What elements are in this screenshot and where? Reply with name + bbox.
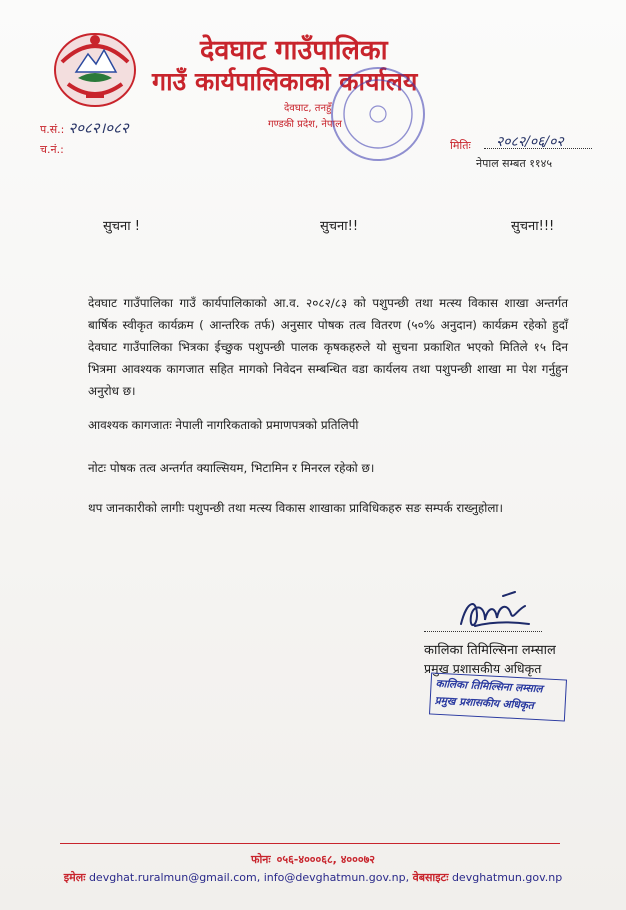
contact-info-line: थप जानकारीको लागीः पशुपन्छी तथा मत्स्य विकास शाखाका प्राविधिकहरु सङ सम्पर्क राख्नुहोला। [88,501,503,515]
ch-label: च.नं.: [40,143,64,156]
nepal-era-date: नेपाल सम्बत ११४५ [476,157,553,170]
office-title: देवघाट गाउँपालिका [200,35,388,66]
date-underline [484,148,592,149]
notice-heading-3: सुचना!!! [511,219,555,234]
stamp-name: कालिका तिमिल्सिना लम्साल [435,677,543,696]
signature-line [424,631,542,632]
reference-ch [40,142,64,157]
phone-label: फोनः [250,853,271,866]
ps-label: प.सं.: [40,123,65,136]
required-documents: आवश्यक कागजातः नेपाली नागरिकताको प्रमाणपत्रको प्रतिलिपी [88,418,359,432]
footer-divider [60,843,560,844]
ps-number: २०८२।०८२ [68,119,129,137]
footer-contacts [0,870,626,885]
date-value: २०८२/०६/०२ [496,134,564,150]
phone-value: ०५६-४०००६८, ४०००७२ [276,853,376,866]
signer-title: प्रमुख प्रशासकीय अधिकृत [424,661,542,676]
handwritten-signature-icon [455,590,535,636]
reference-ps [40,118,129,138]
nepal-emblem-icon [48,22,142,112]
website-label: वेबसाइटः [412,871,449,884]
round-seal-icon [326,62,430,166]
stamp-title: प्रमुख प्रशासकीय अधिकृत [434,694,535,712]
website-value[interactable]: devghatmun.gov.np [451,871,563,884]
notice-heading-2: सुचना!! [320,219,359,234]
notice-body: देवघाट गाउँपालिका गाउँ कार्यपालिकाको आ.व. २०८२/८३ को पशुपन्छी तथा मत्स्य विकास शाखा अन्तर्गत बार्षिक स्वीकृत कार्यक्रम ( आन्तरिक तर्फ) अनुसार पोषक तत्व वितरण (५०% अनुदान) कार्यक्रम रहेको हुदाँ देवघाट गाउँपालिका भित्रका ईच्छुक पशुपन्छी पालक कृषकहरुले यो सुचना प्रकाशित भएको मितिले १५ दिन भित्रमा आवश्यक कागजात सहित मागको निवेदन सम्बन्धित वडा कार्यलय तथा पशुपन्छी शाखा मा पेश गर्नुहुन अनुरोध छ। [88,296,568,398]
email-label: इमेलः [63,871,86,884]
notice-heading-1: सुचना ! [103,219,140,234]
date-label: मितिः [450,139,471,152]
footer-phone [0,852,626,867]
official-stamp [429,672,567,721]
address-line-2: गण्डकी प्रदेश, नेपाल [268,119,342,130]
signer-name: कालिका तिमिल्सिना लम्साल [424,643,556,658]
email-value[interactable]: devghat.ruralmun@gmail.com, info@devghatmun.gov.np, [88,871,410,884]
note-line: नोटः पोषक तत्व अन्तर्गत क्याल्सियम, भिटामिन र मिनरल रहेको छ। [88,461,375,475]
address-line-1: देवघाट, तनहुँ [284,103,332,114]
office-subtitle: गाउँ कार्यपालिकाको कार्यालय [152,67,418,96]
